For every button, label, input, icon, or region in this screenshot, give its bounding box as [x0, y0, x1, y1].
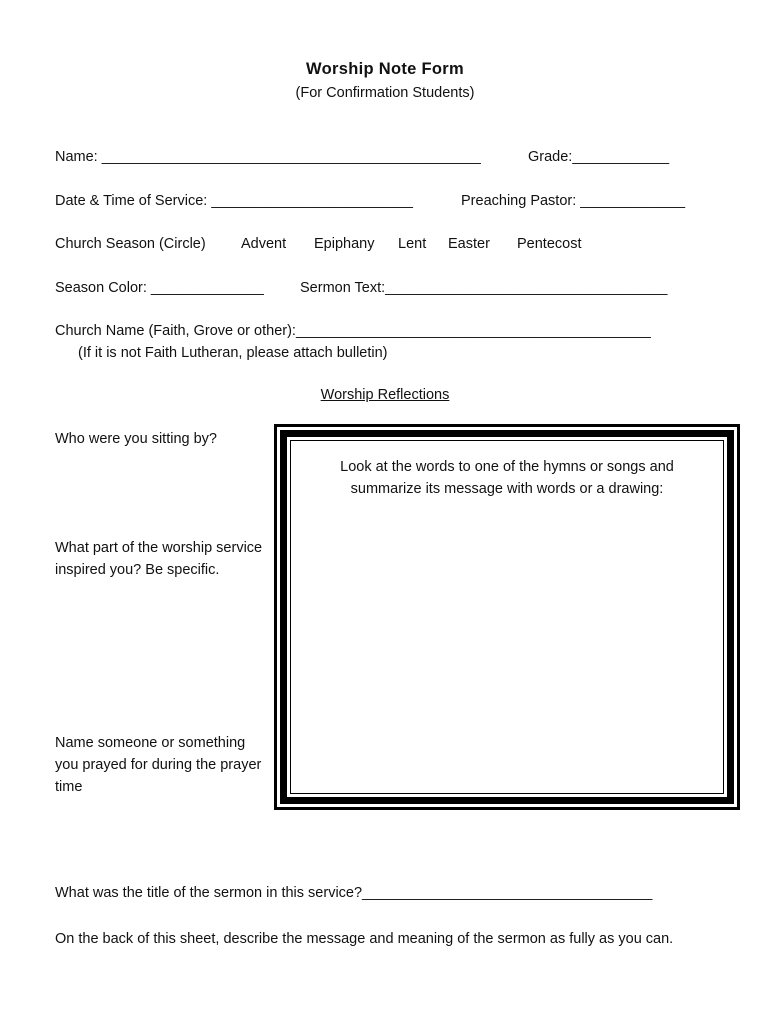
season-option-advent[interactable]: Advent — [241, 236, 287, 252]
question-prayed-for: Name someone or something you prayed for during the prayer time — [55, 735, 262, 795]
worship-reflections-heading: Worship Reflections — [320, 387, 450, 403]
season-option-epiphany[interactable]: Epiphany — [314, 236, 375, 252]
section-heading — [0, 387, 770, 403]
season-color-field[interactable]: Season Color: ______________ — [55, 280, 264, 296]
church-season-label: Church Season (Circle) — [55, 236, 206, 252]
sermon-text-field[interactable]: Sermon Text:___________________________________ — [300, 280, 668, 296]
box-prompt: Look at the words to one of the hymns or songs and summarize its message with words or a drawing: — [340, 459, 674, 497]
date-time-field[interactable]: Date & Time of Service: _________________________ — [55, 193, 413, 209]
season-option-lent[interactable]: Lent — [398, 236, 427, 252]
grade-field[interactable]: Grade:____________ — [528, 149, 670, 165]
form-subtitle: (For Confirmation Students) — [295, 85, 475, 101]
preaching-pastor-field[interactable]: Preaching Pastor: _____________ — [461, 193, 686, 209]
hymn-response-box[interactable] — [274, 424, 740, 810]
season-option-pentecost[interactable]: Pentecost — [517, 236, 582, 252]
form-title: Worship Note Form — [306, 60, 464, 78]
question-sitting-by: Who were you sitting by? — [55, 431, 217, 447]
question-inspired: What part of the worship service inspired you? Be specific. — [55, 540, 263, 578]
box-border — [280, 430, 734, 804]
box-inner[interactable] — [290, 440, 724, 794]
name-field[interactable]: Name: _______________________________________________ — [55, 149, 481, 165]
back-instruction: On the back of this sheet, describe the message and meaning of the sermon as fully as you can. — [55, 931, 674, 947]
bulletin-note: (If it is not Faith Lutheran, please attach bulletin) — [78, 345, 388, 361]
season-option-easter[interactable]: Easter — [448, 236, 490, 252]
sermon-title-field[interactable]: What was the title of the sermon in this service?____________________________________ — [55, 885, 653, 901]
church-name-field[interactable]: Church Name (Faith, Grove or other):____________________________________________ — [55, 323, 651, 339]
